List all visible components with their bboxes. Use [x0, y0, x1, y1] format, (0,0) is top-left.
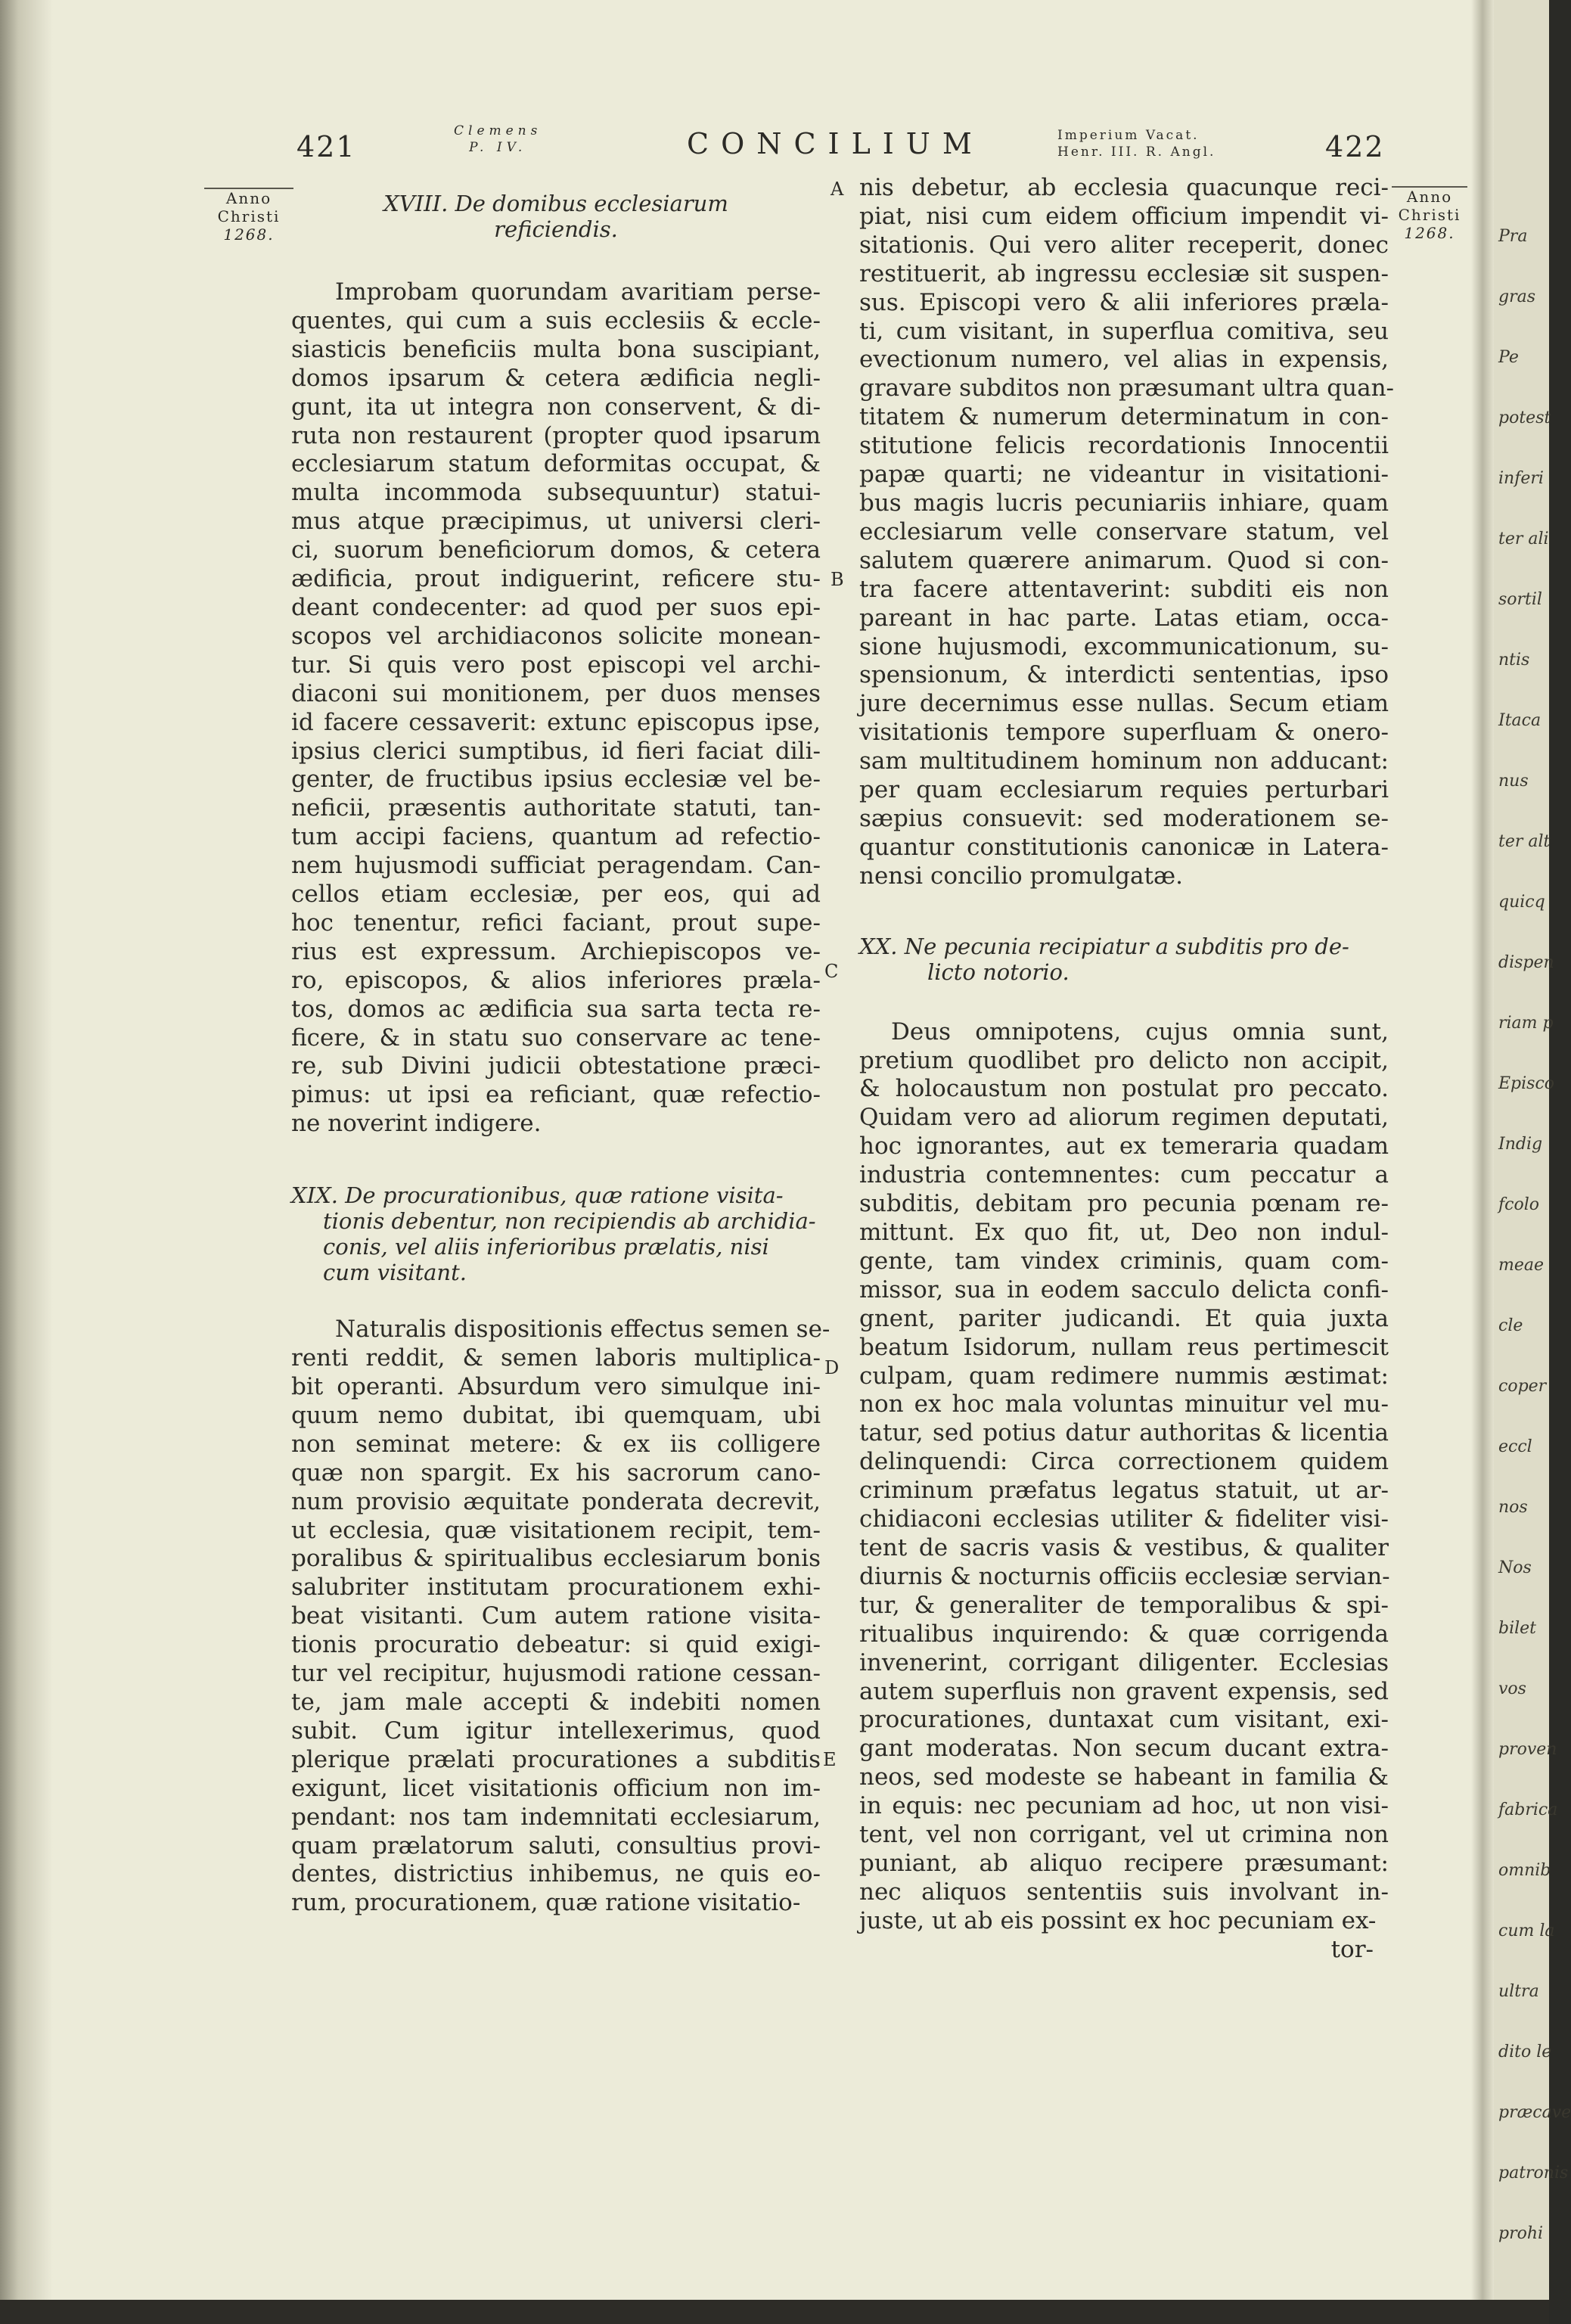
adjacent-page-fragment: Nos: [1498, 1558, 1532, 1577]
running-head-left-line2: P. IV.: [469, 140, 527, 155]
paragraph-xx-line: invenerint, corrigant diligenter. Ecclesias: [859, 1648, 1389, 1676]
anno-left-line1: Anno: [204, 188, 293, 207]
margin-letter-e: E: [823, 1749, 837, 1770]
paragraph-continued-line: per quam ecclesiarum requies perturbari: [859, 776, 1389, 804]
paragraph-xviii-line: scopos vel archidiaconos solicite monean-: [291, 622, 821, 650]
paragraph-xix-line: subit. Cum igitur intellexerimus, quod: [291, 1717, 821, 1745]
paragraph-xix-line: renti reddit, & semen laboris multiplica-: [291, 1344, 821, 1372]
paragraph-xx-line: autem superfluis non gravent expensis, sed: [859, 1677, 1389, 1705]
paragraph-continued-line: nensi concilio promulgatæ.: [859, 862, 1183, 890]
adjacent-page-fragment: cle: [1498, 1316, 1523, 1335]
adjacent-page-fragment: fcolo: [1498, 1195, 1539, 1214]
paragraph-xx-line: industria contemnentes: cum peccatur a: [859, 1161, 1389, 1189]
paragraph-xviii-line: ecclesiarum statum deformitas occupat, &: [291, 450, 821, 478]
paragraph-continued-line: sæpius consuevit: sed moderationem se-: [859, 804, 1389, 832]
paragraph-xviii-line: ne noverint indigere.: [291, 1110, 542, 1138]
paragraph-xviii-line: genter, de fructibus ipsius ecclesiæ vel be-: [291, 766, 821, 794]
adjacent-page-fragment: dispen: [1498, 953, 1554, 972]
margin-letter-b: B: [831, 569, 844, 590]
paragraph-continued-line: sione hujusmodi, excommunicationum, su-: [859, 632, 1389, 660]
adjacent-page-fragment: nus: [1498, 772, 1529, 791]
paragraph-xix-line: plerique prælati procurationes a subditis: [291, 1745, 821, 1773]
paragraph-continued-line: ecclesiarum velle conservare statum, vel: [859, 517, 1389, 545]
paragraph-xix-line: ut ecclesia, quæ visitationem recipit, tem-: [291, 1516, 821, 1544]
running-head-right-line1: Imperium Vacat.: [1057, 128, 1200, 143]
book-spine-shadow: [1471, 0, 1494, 2324]
adjacent-page-edge: [1494, 0, 1571, 2324]
paragraph-xix-line: quæ non spargit. Ex his sacrorum cano-: [291, 1459, 821, 1487]
adjacent-page-fragment: dito le: [1498, 2043, 1552, 2061]
adjacent-page-fragment: cum la: [1498, 1922, 1555, 1940]
paragraph-xx-line: beatum Isidorum, nullam reus pertimescit: [859, 1333, 1389, 1361]
adjacent-page-fragment: sortil: [1498, 590, 1542, 609]
paragraph-xix-line: num provisio æquitate ponderata decrevit,: [291, 1487, 821, 1515]
paragraph-xix: [291, 1316, 831, 1918]
paragraph-xviii-line: hoc tenentur, refici faciant, prout supe-: [291, 909, 821, 937]
anno-left: [204, 188, 293, 244]
adjacent-page-fragment: ter alt: [1498, 832, 1551, 851]
paragraph-xviii-line: ro, episcopos, & alios inferiores præla-: [291, 966, 821, 994]
anno-left-line2: Christi: [217, 207, 281, 225]
margin-letter-d: D: [824, 1357, 840, 1378]
paragraph-xviii-line: deant condecenter: ad quod per suos epi-: [291, 593, 821, 621]
paragraph-xx-line: hoc ignorantes, aut ex temeraria quadam: [859, 1132, 1389, 1160]
adjacent-page-fragment: potest: [1498, 409, 1551, 427]
paragraph-continued-line: jure decernimus esse nullas. Secum etiam: [859, 690, 1389, 718]
paragraph-xx-line: criminum præfatus legatus statuit, ut ar-: [859, 1477, 1389, 1505]
paragraph-xix-line: salubriter institutam procurationem exhi-: [291, 1574, 821, 1602]
paragraph-xix-line: bit operanti. Absurdum vero simulque ini-: [291, 1373, 821, 1400]
adjacent-page-fragment: Indig: [1498, 1135, 1543, 1154]
paragraph-xviii-line: siasticis beneficiis multa bona suscipiant,: [291, 335, 821, 363]
paragraph-continued-line: salutem quærere animarum. Quod si con-: [859, 546, 1389, 574]
paragraph-xix-line: tionis procuratio debeatur: si quid exigi-: [291, 1631, 821, 1659]
anno-left-year: 1268.: [223, 225, 275, 244]
paragraph-xviii-line: nem hujusmodi sufficiat peragendam. Can-: [291, 852, 821, 880]
paragraph-xviii-line: ruta non restaurent (propter quod ipsarum: [291, 421, 821, 449]
paragraph-xviii: [291, 278, 821, 1139]
paragraph-xix-line: dentes, districtius inhibemus, ne quis eo-: [291, 1860, 821, 1888]
paragraph-xviii-line: tos, domos ac ædificia sua sarta tecta re-: [291, 995, 821, 1023]
paragraph-continued-line: quantur constitutionis canonicæ in Latera-: [859, 833, 1389, 861]
page-number-right: 422: [1325, 130, 1385, 163]
adjacent-page-fragment: ntis: [1498, 651, 1530, 670]
adjacent-page-fragment: Pe: [1498, 348, 1519, 367]
paragraph-xviii-line: cellos etiam ecclesiæ, per eos, qui ad: [291, 881, 821, 909]
paragraph-xviii-line: ædificia, prout indiguerint, reficere stu-: [291, 565, 821, 593]
paragraph-xviii-line: ci, suorum beneficiorum domos, & cetera: [291, 536, 821, 564]
adjacent-page-fragment: vos: [1498, 1679, 1526, 1698]
paragraph-xx-line: missor, sua in eodem sacculo delicta confi-: [859, 1275, 1389, 1303]
anno-right: [1392, 186, 1467, 242]
paragraph-xx-line: procurationes, duntaxat cum visitant, exi-: [859, 1706, 1389, 1734]
paragraph-xx-line: juste, ut ab eis possint ex hoc pecuniam ex-: [859, 1906, 1377, 1934]
heading-xx-line2: licto notorio.: [927, 958, 1070, 985]
adjacent-page-fragment: ter ali: [1498, 530, 1549, 548]
heading-xviii-line2: reficiendis.: [494, 216, 618, 242]
paragraph-xx-line: delinquendi: Circa correctionem quidem: [859, 1448, 1389, 1476]
paragraph-xx-line: tur, & generaliter de temporalibus & spi-: [859, 1591, 1389, 1619]
paragraph-xviii-line: re, sub Divini judicii obtestatione præci-: [291, 1052, 821, 1080]
paragraph-xix-line: quum nemo dubitat, ibi quemquam, ubi: [291, 1401, 821, 1429]
paragraph-continued-line: titatem & numerum determinatum in con-: [859, 403, 1389, 431]
paragraph-xx-line: tent de sacris vasis & vestibus, & qualiter: [859, 1533, 1389, 1561]
paragraph-continued-line: stitutione felicis recordationis Innocentii: [859, 432, 1389, 460]
paragraph-xx-line: tent, vel non corrigant, vel ut crimina non: [859, 1821, 1389, 1849]
paragraph-xx-line: mittunt. Ex quo fit, ut, Deo non indul-: [859, 1219, 1389, 1246]
paragraph-xix-line: poralibus & spiritualibus ecclesiarum bonis: [291, 1545, 821, 1573]
anno-right-year: 1268.: [1404, 224, 1455, 242]
paragraph-xix-line: non seminat metere: & ex iis colligere: [291, 1430, 821, 1458]
paragraph-xviii-line: gunt, ita ut integra non conservent, & di-: [291, 393, 821, 421]
heading-xix-line: cum visitant.: [323, 1260, 467, 1286]
adjacent-page-fragment: omnib: [1498, 1861, 1551, 1880]
paragraph-continued: [859, 174, 1395, 891]
paragraph-xviii-line: diaconi sui monitionem, per duos menses: [291, 679, 821, 707]
running-head-left: [454, 123, 542, 156]
paragraph-xx-line: puniant, ab aliquo recipere præsumant:: [859, 1849, 1389, 1877]
adjacent-page-fragment: fabrica: [1498, 1800, 1558, 1819]
paragraph-xx-line: non ex hoc mala voluntas minuitur vel mu-: [859, 1390, 1389, 1418]
paragraph-continued-line: spensionum, & interdicti sententias, ipso: [859, 661, 1389, 689]
paragraph-xviii-line: Improbam quorundam avaritiam perse-: [335, 278, 821, 306]
paragraph-continued-line: sitationis. Qui vero aliter receperit, donec: [859, 231, 1389, 259]
paragraph-continued-line: evectionum numero, vel alias in expensis,: [859, 346, 1389, 374]
adjacent-page-fragment: nos: [1498, 1498, 1528, 1517]
paragraph-xx-line: gnent, pariter judicandi. Et quia juxta: [859, 1304, 1389, 1332]
adjacent-page-fragment: bilet: [1498, 1619, 1537, 1638]
page-title: CONCILIUM: [687, 127, 984, 160]
paragraph-xviii-line: ficere, & in statu suo conservare ac tene-: [291, 1024, 821, 1052]
paragraph-xviii-line: tur. Si quis vero post episcopi vel archi-: [291, 651, 821, 679]
gutter-shadow: [0, 0, 53, 2324]
paragraph-xviii-line: quentes, qui cum a suis ecclesiis & eccle-: [291, 306, 821, 334]
paragraph-continued-line: tra facere attentaverint: subditi eis non: [859, 575, 1389, 603]
margin-letter-a: A: [831, 179, 844, 200]
adjacent-page-fragment: præcave: [1498, 2103, 1571, 2122]
paragraph-xix-line: te, jam male accepti & indebiti nomen: [291, 1688, 821, 1716]
adjacent-page-fragment: prohi: [1498, 2224, 1544, 2243]
paragraph-xx-line: culpam, quam redimere nummis æstimat:: [859, 1362, 1389, 1390]
paragraph-xviii-line: ipsius clerici sumptibus, id fieri faciat dili-: [291, 737, 821, 765]
paragraph-xix-line: Naturalis dispositionis effectus semen se-: [335, 1316, 831, 1344]
scan-bottom-edge: [0, 2300, 1549, 2324]
heading-xviii-line1: XVIII. De domibus ecclesiarum: [383, 191, 728, 216]
running-head-right-line2: Henr. III. R. Angl.: [1057, 144, 1216, 160]
paragraph-xix-line: pendant: nos tam indemnitati ecclesiarum,: [291, 1803, 821, 1831]
paragraph-xviii-line: id facere cessaverit: extunc episcopus ipse,: [291, 708, 821, 736]
adjacent-page-fragment: ultra: [1498, 1982, 1539, 2001]
paragraph-xx-line: chidiaconi ecclesias utiliter & fideliter visi-: [859, 1505, 1389, 1533]
paragraph-xviii-line: rius est expressum. Archiepiscopos ve-: [291, 937, 821, 965]
paragraph-continued-line: ti, cum visitant, in superflua comitiva, seu: [859, 317, 1389, 345]
paragraph-xx-line: diurnis & nocturnis officiis ecclesiæ servian-: [859, 1562, 1390, 1590]
paragraph-xx-line: neos, sed modeste se habeant in familia &: [859, 1763, 1389, 1791]
paragraph-xx-line: tatur, sed potius datur authoritas & licentia: [859, 1419, 1389, 1447]
paragraph-xx-line: & holocaustum non postulat pro peccato.: [859, 1075, 1389, 1103]
page-number-left: 421: [297, 130, 356, 163]
paragraph-xviii-line: pimus: ut ipsi ea reficiant, quæ refectio-: [291, 1081, 821, 1109]
adjacent-page-fragment: eccl: [1498, 1437, 1532, 1456]
paragraph-xviii-line: tum accipi faciens, quantum ad refectio-: [291, 823, 821, 851]
heading-xix-line: tionis debentur, non recipiendis ab archidia-: [323, 1208, 816, 1235]
heading-xviii: [291, 191, 821, 242]
margin-letter-c: C: [824, 961, 839, 982]
adjacent-page-fragment: patronis: [1498, 2164, 1569, 2183]
left-column: [291, 174, 831, 1918]
paragraph-xx-line: gente, tam vindex criminis, quam com-: [859, 1247, 1389, 1275]
paragraph-xviii-line: mus atque præcipimus, ut universi cleri-: [291, 508, 821, 536]
adjacent-page-fragment: Itaca: [1498, 711, 1542, 730]
paragraph-continued-line: nis debetur, ab ecclesia quacunque reci-: [859, 174, 1389, 201]
paragraph-xx-line: pretium quodlibet pro delicto non accipit,: [859, 1046, 1389, 1074]
adjacent-page-fragment: gras: [1498, 287, 1536, 306]
heading-xix-line: conis, vel aliis inferioribus prælatis, nisi: [323, 1234, 769, 1260]
adjacent-page-fragment: Pra: [1498, 227, 1528, 246]
paragraph-xx: [859, 1018, 1389, 1936]
paragraph-continued-line: piat, nisi cum eidem officium impendit vi-: [859, 202, 1389, 230]
heading-xx: [859, 934, 1389, 985]
paragraph-xix-line: beat visitanti. Cum autem ratione visita-: [291, 1602, 821, 1630]
paragraph-xix-line: tur vel recipitur, hujusmodi ratione cessan-: [291, 1660, 821, 1688]
paragraph-xx-line: gant moderatas. Non secum ducant extra-: [859, 1735, 1389, 1763]
paragraph-xx-line: Deus omnipotens, cujus omnia sunt,: [891, 1018, 1389, 1045]
adjacent-page-fragment: proven: [1498, 1740, 1557, 1759]
anno-right-line1: Anno: [1392, 186, 1467, 206]
running-head-right: [1057, 127, 1216, 160]
paragraph-xviii-line: multa incommoda subsequuntur) statui-: [291, 479, 821, 507]
anno-right-line2: Christi: [1398, 206, 1461, 224]
paragraph-xx-line: in equis: nec pecuniam ad hoc, ut non visi-: [859, 1792, 1389, 1820]
adjacent-page-fragment: Episco: [1498, 1074, 1555, 1093]
paragraph-xix-line: exigunt, licet visitationis officium non im-: [291, 1774, 821, 1802]
adjacent-page-fragment: coper: [1498, 1377, 1547, 1396]
heading-xx-line1: XX. Ne pecunia recipiatur a subditis pro de-: [859, 933, 1349, 959]
paragraph-continued-line: gravare subditos non præsumant ultra quan-: [859, 374, 1395, 402]
right-column: [859, 174, 1395, 1965]
paragraph-xx-line: subditis, debitam pro pecunia pœnam re-: [859, 1190, 1389, 1218]
paragraph-continued-line: restituerit, ab ingressu ecclesiæ sit suspen-: [859, 259, 1389, 287]
paragraph-xviii-line: neficii, præsentis authoritate statuti, tan-: [291, 794, 821, 822]
paragraph-xix-line: rum, procurationem, quæ ratione visitatio-: [291, 1889, 801, 1917]
heading-xix: [291, 1182, 821, 1285]
paragraph-continued-line: pareant in hac parte. Latas etiam, occa-: [859, 604, 1389, 632]
catchword: tor-: [1330, 1935, 1374, 1963]
paragraph-xx-line: nec aliquos sententiis suis involvant in-: [859, 1878, 1389, 1906]
paragraph-continued-line: sam multitudinem hominum non adducant:: [859, 747, 1389, 775]
adjacent-page-fragment: inferi: [1498, 469, 1544, 488]
adjacent-page-fragment: meae: [1498, 1256, 1545, 1275]
paragraph-continued-line: visitationis tempore superfluam & onero-: [859, 719, 1389, 747]
adjacent-page-fragment: quicq: [1498, 893, 1545, 912]
paragraph-xx-line: ritualibus inquirendo: & quæ corrigenda: [859, 1620, 1389, 1648]
paragraph-continued-line: sus. Episcopi vero & alii inferiores præla-: [859, 288, 1389, 316]
paragraph-xx-line: Quidam vero ad aliorum regimen deputati,: [859, 1104, 1389, 1132]
running-head-left-line1: Clemens: [454, 123, 542, 138]
paragraph-xviii-line: domos ipsarum & cetera ædificia negli-: [291, 364, 821, 392]
heading-xix-line: XIX. De procurationibus, quæ ratione visita-: [291, 1182, 784, 1209]
adjacent-page-fragment: riam p: [1498, 1014, 1554, 1033]
paragraph-continued-line: papæ quarti; ne videantur in visitationi-: [859, 461, 1389, 489]
paragraph-xix-line: quam prælatorum saluti, consultius provi-: [291, 1832, 821, 1860]
paragraph-continued-line: bus magis lucris pecuniariis inhiare, quam: [859, 489, 1389, 517]
